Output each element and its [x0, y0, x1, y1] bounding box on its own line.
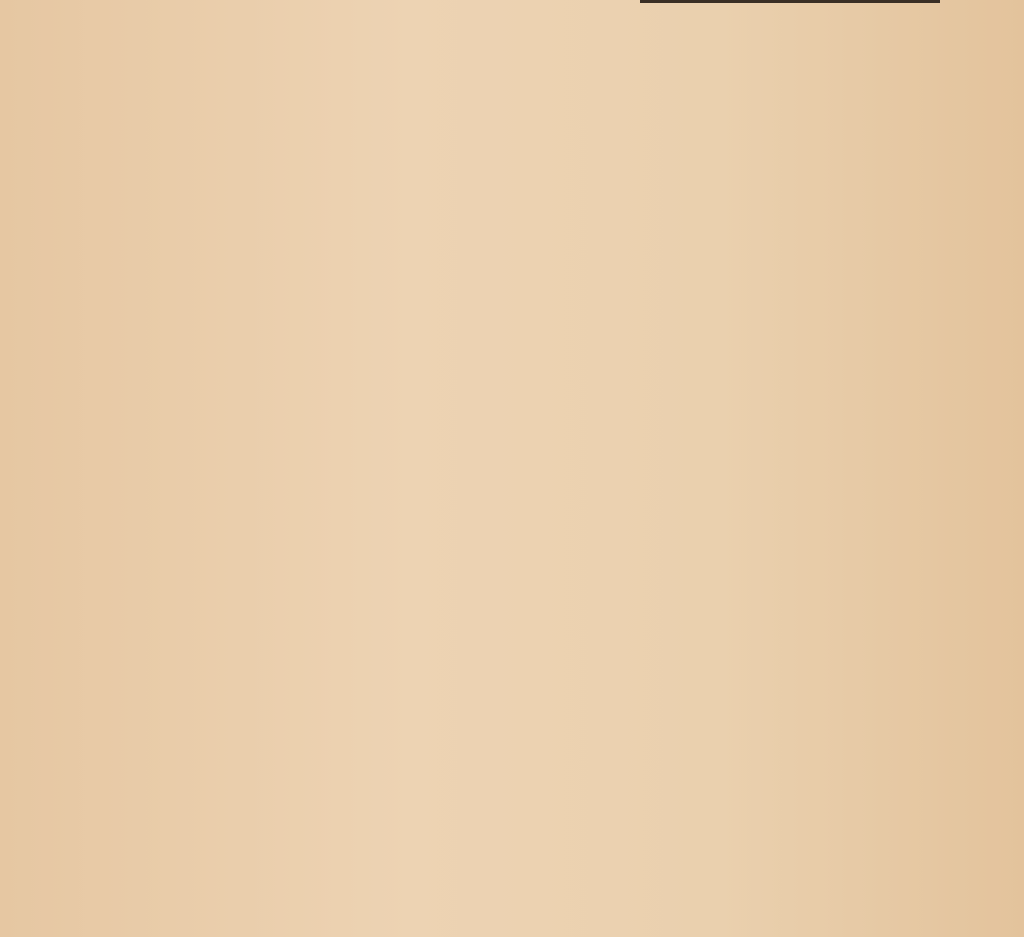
- top-rule: [640, 0, 940, 3]
- article-column-3: [409, 61, 569, 279]
- article-column-1: [42, 61, 215, 481]
- article-column-2: [226, 61, 390, 481]
